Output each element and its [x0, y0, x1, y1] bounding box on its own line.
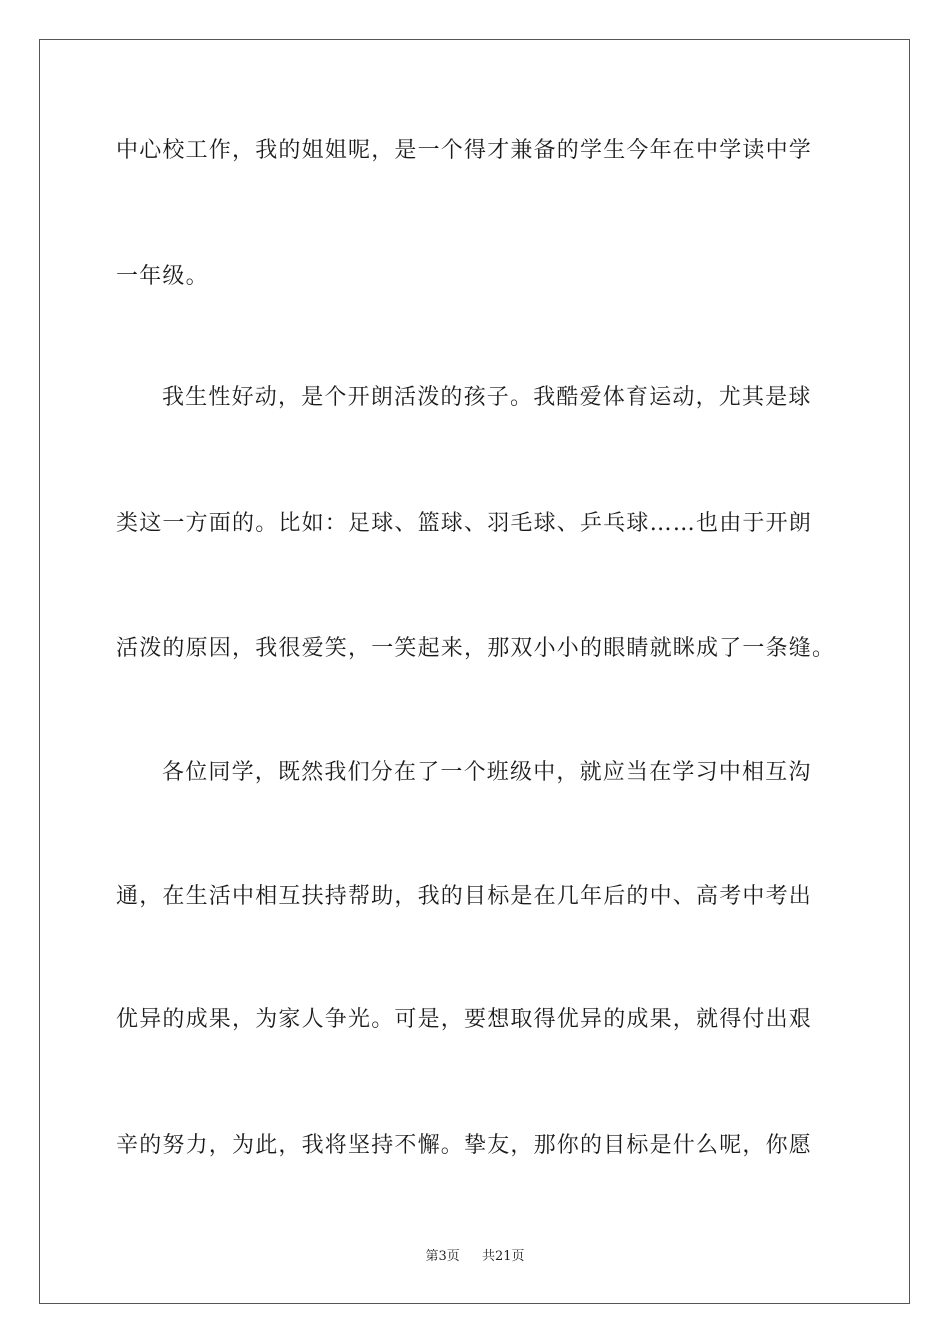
page-number: 第3页 — [425, 1249, 460, 1264]
text-line-1: 中心校工作，我的姐姐呢，是一个得才兼备的学生今年在中学读中学 — [116, 138, 813, 163]
text-line-5: 活泼的原因，我很爱笑，一笑起来，那双小小的眼睛就眯成了一条缝。 — [116, 636, 836, 661]
page-footer — [0, 1245, 950, 1264]
text-line-6: 各位同学，既然我们分在了一个班级中，就应当在学习中相互沟 — [162, 760, 812, 785]
text-line-7: 通，在生活中相互扶持帮助，我的目标是在几年后的中、高考中考出 — [116, 884, 813, 909]
text-line-3: 我生性好动，是个开朗活泼的孩子。我酷爱体育运动，尤其是球 — [162, 385, 812, 410]
page-frame — [39, 39, 910, 1304]
text-line-8: 优异的成果，为家人争光。可是，要想取得优异的成果，就得付出艰 — [116, 1007, 813, 1032]
total-pages: 共21页 — [482, 1249, 525, 1264]
text-line-4: 类这一方面的。比如：足球、篮球、羽毛球、乒乓球……也由于开朗 — [116, 511, 813, 536]
text-line-2: 一年级。 — [116, 264, 209, 289]
text-line-9: 辛的努力，为此，我将坚持不懈。挚友，那你的目标是什么呢，你愿 — [116, 1133, 813, 1158]
